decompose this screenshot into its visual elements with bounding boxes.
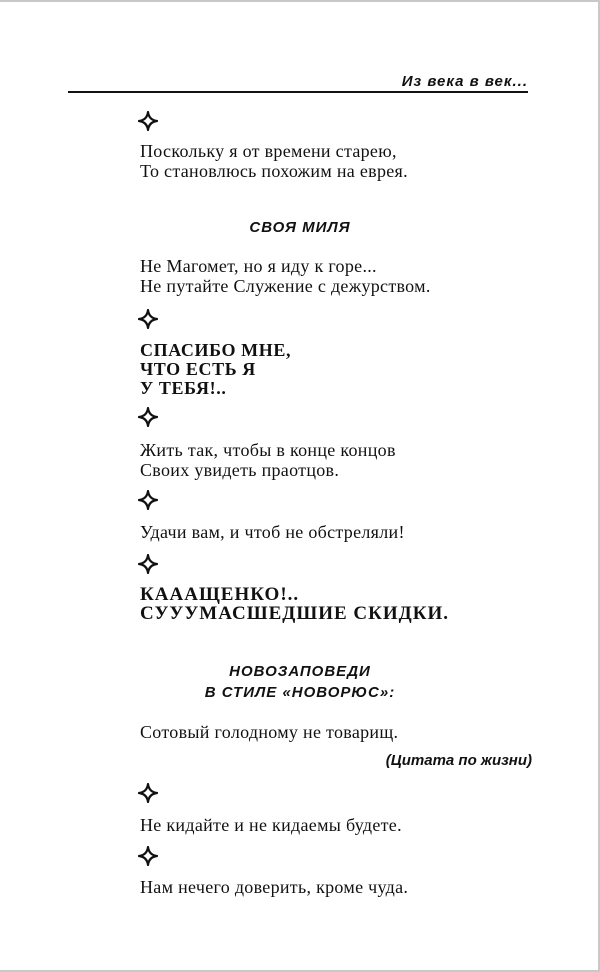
text-line: Не Магомет, но я иду к горе... xyxy=(140,256,377,276)
text-line: Не путайте Служение с дежурством. xyxy=(140,276,431,296)
section-heading: НОВОЗАПОВЕДИ xyxy=(229,663,371,680)
quote-note: (Цитата по жизни) xyxy=(385,752,532,769)
sparkle-icon xyxy=(138,309,158,329)
text-line: СПАСИБО МНЕ, xyxy=(140,340,292,360)
text-line: Своих увидеть праотцов. xyxy=(140,460,340,480)
text-line: Удачи вам, и чтоб не обстреляли! xyxy=(140,522,405,542)
sparkle-icon xyxy=(138,111,158,131)
text-line: Сотовый голодному не товарищ. xyxy=(140,722,399,742)
sparkle-icon xyxy=(138,554,158,574)
sparkle-icon xyxy=(138,407,158,427)
section-heading: СВОЯ МИЛЯ xyxy=(249,219,351,236)
text-line: КАААЩЕНКО!.. xyxy=(140,584,300,605)
section-heading: В СТИЛЕ «НОВОРЮС»: xyxy=(204,684,396,701)
text-line: Поскольку я от времени старею, xyxy=(140,141,397,161)
text-line: У ТЕБЯ!.. xyxy=(140,378,227,398)
sparkle-icon xyxy=(138,846,158,866)
sparkle-icon xyxy=(138,783,158,803)
running-header: Из века в век... xyxy=(401,73,528,90)
text-line: Жить так, чтобы в конце концов xyxy=(140,440,396,460)
sparkle-icon xyxy=(138,490,158,510)
text-line: СУУУМАСШЕДШИЕ СКИДКИ. xyxy=(140,603,450,624)
header-rule xyxy=(68,91,528,93)
text-line: Нам нечего доверить, кроме чуда. xyxy=(140,877,409,897)
text-line: Не кидайте и не кидаемы будете. xyxy=(140,815,402,835)
text-line: То становлюсь похожим на еврея. xyxy=(140,161,408,181)
text-line: ЧТО ЕСТЬ Я xyxy=(140,359,256,379)
